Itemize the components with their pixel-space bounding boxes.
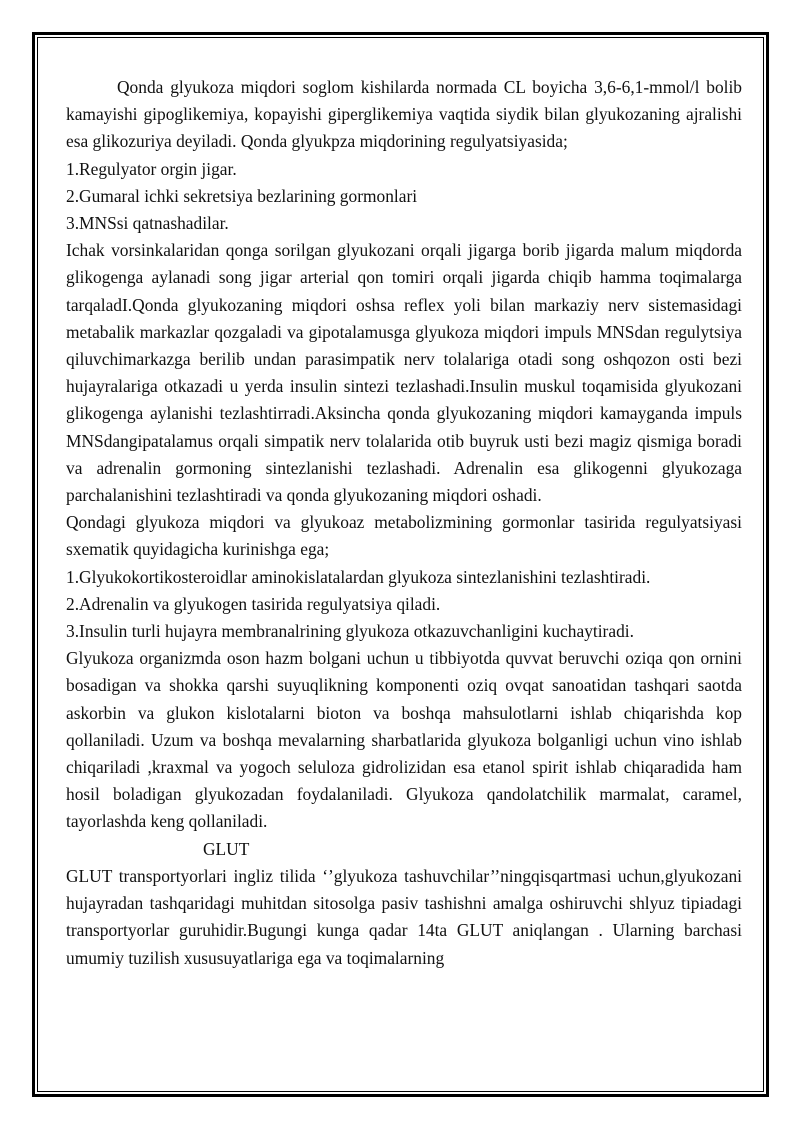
glucose-usage-paragraph: Glyukoza organizmda oson hazm bolgani uchun u tibbiyotda quvvat beruvchi oziqa qon ornini bosadigan va shokka qarshi suyuqlikning komponenti oziq ovqat sanoatidan tashqari saotda askorbin va glukon kislotalarni bioton va boshqa mahsulotlarni ishlab chiqarishda kop qollaniladi. Uzum va boshqa mevalarning sharbatlarida glyukoza bolganligi uchun vino ishlab chiqariladi ,kraxmal va yogoch seluloza gidrolizidan esa etanol spirit ishlab chiqaradida ham hosil boladigan glyukozadan foydalaniladi. Glyukoza qandolatchilik marmalat, caramel, tayorlashda keng qollaniladi. bbox=[66, 648, 742, 832]
list-item-glucocorticoids: 1.Glyukokortikosteroidlar aminokislatalardan glyukoza sintezlanishini tezlashtiradi. bbox=[66, 566, 651, 587]
intestine-paragraph: Ichak vorsinkalaridan qonga sorilgan glyukozani orqali jigarga borib jigarda malum miqdorda glikogenga aylanadi song jigar arterial qon tomiri orqali jigarda chiqib hamma toqimalarga tarqaladI.Qonda glyukozaning miqdori oshsa reflex yoli bilan markaziy nerv sistemasidagi metabalik markazlar qozgaladi va gipotalamusga glyukoza miqdori impuls MNSdan regulytsiya qiluvchimarkazga berilib undan parasimpatik nerv tolalariga otadi song oshqozon osti bezi hujayralariga otkazadi u yerda insulin sintezi tezlashadi.Insulin muskul toqamisida glyukozani glikogenga aylanishi tezlashtirradi.Aksincha qonda glyukozaning miqdori kamayganda impuls MNSdangipatalamus orqali simpatik nerv tolalarida otib buyruk usti bezi magiz qismiga boradi va adrenalin gormoning sintezlanishi tezlashadi. Adrenalin esa glikogenni glyukozaga parchalanishini tezlashtiradi va qonda glyukozaning miqdori oshadi. bbox=[66, 240, 742, 506]
document-body bbox=[66, 74, 742, 972]
section-heading: GLUT bbox=[203, 838, 250, 859]
glut-paragraph: GLUT transportyorlari ingliz tilida ‘’glyukoza tashuvchilar’’ningqisqartmasi uchun,glyukozani hujayradan tashqaridagi muhitdan sitosolga pasiv tashishni amalga oshiruvchi shlyuz tipiadagi transportyorlar guruhidir.Bugungi kunga qadar 14ta GLUT aniqlangan . Ularning barchasi umumiy tuzilish xususuyatlariga ega va toqimalarning bbox=[66, 865, 742, 968]
list-item-regulator: 1.Regulyator orgin jigar. bbox=[66, 158, 237, 179]
intro-paragraph: Qonda glyukoza miqdori soglom kishilarda normada CL boyicha 3,6-6,1-mmol/l bolib kamayishi gipoglikemiya, kopayishi giperglikemiya vaqtida siydik bilan glyukozaning ajralishi esa glikozuriya deyiladi. Qonda glyukpza miqdorining regulyatsiyasida; bbox=[66, 77, 742, 152]
regulation-scheme-paragraph: Qondagi glyukoza miqdori va glyukoaz metabolizmining gormonlar tasirida regulyatsiyasi sxematik quyidagicha kurinishga ega; bbox=[66, 512, 742, 560]
list-item-insulin: 3.Insulin turli hujayra membranalrining glyukoza otkazuvchanligini kuchaytiradi. bbox=[66, 621, 634, 642]
list-item-hormones: 2.Gumaral ichki sekretsiya bezlarining gormonlari bbox=[66, 185, 418, 206]
list-item-adrenalin: 2.Adrenalin va glyukogen tasirida regulyatsiya qiladi. bbox=[66, 593, 441, 614]
list-item-mns: 3.MNSsi qatnashadilar. bbox=[66, 213, 229, 234]
